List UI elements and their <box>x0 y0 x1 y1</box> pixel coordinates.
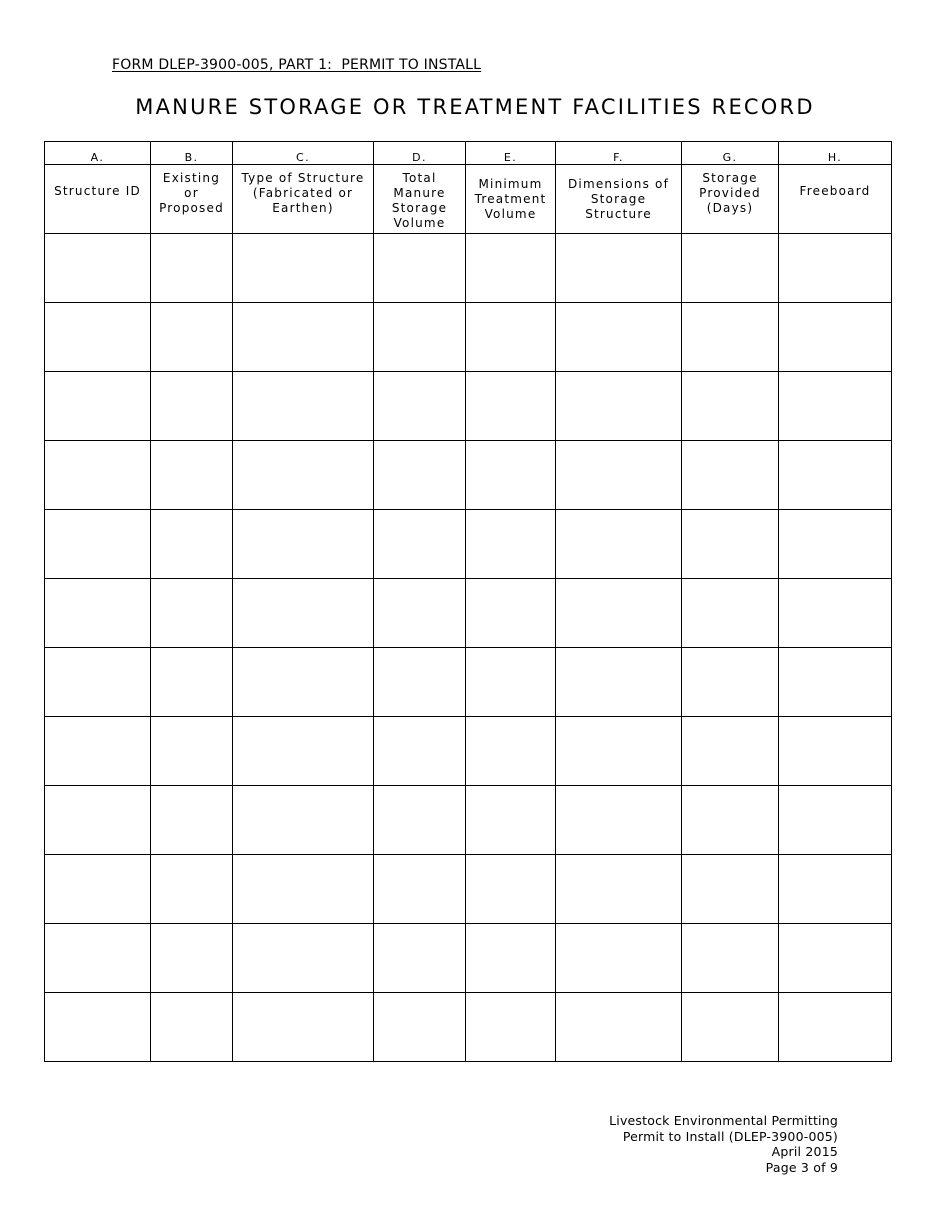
table-cell[interactable] <box>45 441 151 510</box>
table-cell[interactable] <box>151 234 233 303</box>
table-cell[interactable] <box>682 303 779 372</box>
table-cell[interactable] <box>374 786 466 855</box>
table-cell[interactable] <box>466 510 556 579</box>
table-cell[interactable] <box>374 372 466 441</box>
column-letter: G. <box>682 142 779 165</box>
table-cell[interactable] <box>45 717 151 786</box>
table-cell[interactable] <box>466 372 556 441</box>
table-cell[interactable] <box>151 303 233 372</box>
table-row <box>45 786 892 855</box>
table-row <box>45 510 892 579</box>
column-letter: D. <box>374 142 466 165</box>
table-cell[interactable] <box>151 510 233 579</box>
table-cell[interactable] <box>151 579 233 648</box>
table-cell[interactable] <box>556 993 682 1062</box>
table-cell[interactable] <box>682 234 779 303</box>
table-cell[interactable] <box>779 786 892 855</box>
table-cell[interactable] <box>682 924 779 993</box>
table-cell[interactable] <box>682 372 779 441</box>
column-header-structure-id: Structure ID <box>45 165 151 234</box>
footer-date: April 2015 <box>771 1144 838 1159</box>
table-cell[interactable] <box>466 855 556 924</box>
table-cell[interactable] <box>779 372 892 441</box>
table-cell[interactable] <box>374 441 466 510</box>
table-row <box>45 372 892 441</box>
table-row <box>45 579 892 648</box>
table-cell[interactable] <box>682 786 779 855</box>
record-body <box>45 234 892 1062</box>
table-cell[interactable] <box>466 648 556 717</box>
table-cell[interactable] <box>151 441 233 510</box>
table-row <box>45 441 892 510</box>
column-letter-row <box>45 142 892 165</box>
column-header-total-manure-storage-volume: Total Manure Storage Volume <box>374 165 466 234</box>
table-cell[interactable] <box>45 510 151 579</box>
column-letter: A. <box>45 142 151 165</box>
column-header-minimum-treatment-volume: Minimum Treatment Volume <box>466 165 556 234</box>
column-header-type-of-structure: Type of Structure (Fabricated or Earthen) <box>233 165 374 234</box>
table-cell[interactable] <box>779 648 892 717</box>
page-title: MANURE STORAGE OR TREATMENT FACILITIES RECORD <box>135 95 815 119</box>
column-letter: B. <box>151 142 233 165</box>
table-cell[interactable] <box>374 855 466 924</box>
footer-program: Livestock Environmental Permitting <box>609 1113 838 1128</box>
table-cell[interactable] <box>233 234 374 303</box>
table-cell[interactable] <box>779 924 892 993</box>
table-row <box>45 234 892 303</box>
table-cell[interactable] <box>233 993 374 1062</box>
table-cell[interactable] <box>556 372 682 441</box>
table-cell[interactable] <box>556 924 682 993</box>
table-cell[interactable] <box>374 924 466 993</box>
table-cell[interactable] <box>233 648 374 717</box>
form-id: FORM DLEP-3900-005, PART 1: PERMIT TO INSTALL <box>112 57 482 73</box>
table-cell[interactable] <box>466 717 556 786</box>
table-cell[interactable] <box>45 648 151 717</box>
table-cell[interactable] <box>556 717 682 786</box>
table-cell[interactable] <box>779 993 892 1062</box>
column-letter: E. <box>466 142 556 165</box>
table-cell[interactable] <box>233 924 374 993</box>
table-cell[interactable] <box>45 579 151 648</box>
table-cell[interactable] <box>682 441 779 510</box>
facilities-record-table <box>44 141 892 1062</box>
column-letter: C. <box>233 142 374 165</box>
table-cell[interactable] <box>151 717 233 786</box>
table-cell[interactable] <box>233 303 374 372</box>
table-row <box>45 924 892 993</box>
table-cell[interactable] <box>45 234 151 303</box>
table-cell[interactable] <box>779 234 892 303</box>
table-cell[interactable] <box>556 234 682 303</box>
table-cell[interactable] <box>779 441 892 510</box>
table-cell[interactable] <box>779 855 892 924</box>
table-cell[interactable] <box>233 441 374 510</box>
table-cell[interactable] <box>466 303 556 372</box>
table-cell[interactable] <box>151 648 233 717</box>
footer-page-number: Page 3 of 9 <box>765 1159 838 1175</box>
table-cell[interactable] <box>682 993 779 1062</box>
column-header-storage-provided: Storage Provided (Days) <box>682 165 779 234</box>
table-cell[interactable] <box>556 648 682 717</box>
table-cell[interactable] <box>466 234 556 303</box>
table-cell[interactable] <box>466 993 556 1062</box>
table-cell[interactable] <box>233 579 374 648</box>
table-cell[interactable] <box>682 648 779 717</box>
table-cell[interactable] <box>374 234 466 303</box>
column-header-existing-or-proposed: Existing or Proposed <box>151 165 233 234</box>
table-cell[interactable] <box>556 441 682 510</box>
column-header-dimensions: Dimensions of Storage Structure <box>556 165 682 234</box>
table-cell[interactable] <box>45 924 151 993</box>
table-cell[interactable] <box>45 855 151 924</box>
table-row <box>45 303 892 372</box>
table-cell[interactable] <box>151 372 233 441</box>
table-cell[interactable] <box>374 717 466 786</box>
table-cell[interactable] <box>466 786 556 855</box>
table-cell[interactable] <box>556 855 682 924</box>
table-cell[interactable] <box>556 510 682 579</box>
table-cell[interactable] <box>45 993 151 1062</box>
column-letter: H. <box>779 142 892 165</box>
table-cell[interactable] <box>233 786 374 855</box>
table-cell[interactable] <box>682 855 779 924</box>
table-cell[interactable] <box>233 510 374 579</box>
table-row <box>45 855 892 924</box>
table-cell[interactable] <box>556 786 682 855</box>
table-cell[interactable] <box>151 924 233 993</box>
table-cell[interactable] <box>556 303 682 372</box>
table-cell[interactable] <box>374 579 466 648</box>
table-cell[interactable] <box>374 648 466 717</box>
column-header-freeboard: Freeboard <box>779 165 892 234</box>
table-cell[interactable] <box>466 441 556 510</box>
table-cell[interactable] <box>233 855 374 924</box>
table-cell[interactable] <box>45 372 151 441</box>
table-cell[interactable] <box>151 993 233 1062</box>
table-cell[interactable] <box>466 924 556 993</box>
table-cell[interactable] <box>151 786 233 855</box>
table-cell[interactable] <box>779 579 892 648</box>
table-row <box>45 717 892 786</box>
page-footer <box>609 1113 838 1175</box>
column-letter: F. <box>556 142 682 165</box>
table-cell[interactable] <box>374 510 466 579</box>
table-cell[interactable] <box>779 717 892 786</box>
column-header-row <box>45 165 892 234</box>
table-cell[interactable] <box>682 579 779 648</box>
table-cell[interactable] <box>233 717 374 786</box>
table-cell[interactable] <box>45 303 151 372</box>
table-cell[interactable] <box>466 579 556 648</box>
table-cell[interactable] <box>45 786 151 855</box>
table-cell[interactable] <box>779 510 892 579</box>
table-cell[interactable] <box>374 303 466 372</box>
table-cell[interactable] <box>682 510 779 579</box>
table-row <box>45 993 892 1062</box>
table-cell[interactable] <box>556 579 682 648</box>
table-cell[interactable] <box>151 855 233 924</box>
footer-document: Permit to Install (DLEP-3900-005) <box>622 1128 838 1144</box>
table-row <box>45 648 892 717</box>
table-cell[interactable] <box>374 993 466 1062</box>
table-cell[interactable] <box>682 717 779 786</box>
table-cell[interactable] <box>233 372 374 441</box>
table-cell[interactable] <box>779 303 892 372</box>
